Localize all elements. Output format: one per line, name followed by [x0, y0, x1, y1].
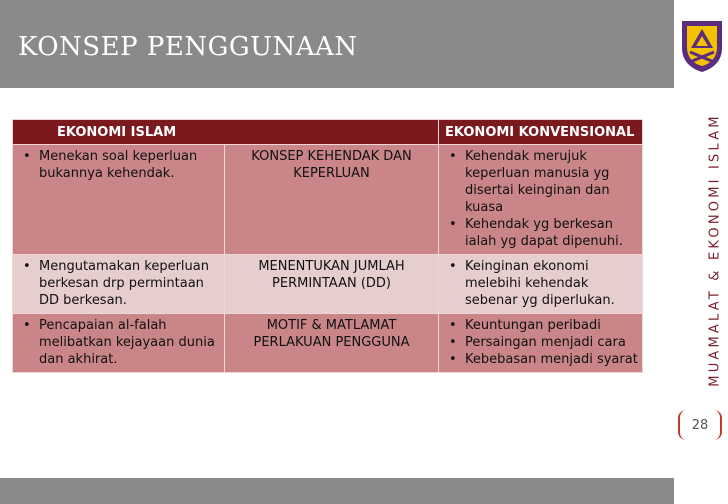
list-item: • Pencapaian al-falah melibatkan kejayaan dunia dan akhirat. — [39, 317, 220, 368]
cell-islam — [13, 255, 225, 314]
cell-konvensional — [439, 145, 643, 255]
list-item: • Persaingan menjadi cara — [465, 334, 638, 351]
cell-konvensional — [439, 255, 643, 314]
university-crest-logo-icon — [679, 18, 725, 74]
list-item: • Keinginan ekonomi melebihi kehendak sebenar yg diperlukan. — [465, 258, 638, 309]
cell-konvensional — [439, 314, 643, 373]
cell-concept: KONSEP KEHENDAK DAN KEPERLUAN — [225, 145, 439, 255]
comparison-table — [12, 119, 643, 373]
cell-islam — [13, 145, 225, 255]
table-header-row — [13, 120, 643, 145]
slide-title: KONSEP PENGGUNAAN — [18, 32, 358, 62]
footer-band — [0, 478, 674, 504]
list-item: • Menekan soal keperluan bukannya kehendak. — [39, 148, 220, 182]
list-item: • Kebebasan menjadi syarat — [465, 351, 638, 368]
list-item: • Kehendak yg berkesan ialah yg dapat dipenuhi. — [465, 216, 638, 250]
side-label: MUAMALAT & EKONOMI ISLAM — [707, 113, 723, 387]
table-row — [13, 255, 643, 314]
header-ekonomi-konvensional: EKONOMI KONVENSIONAL — [439, 120, 643, 145]
cell-islam — [13, 314, 225, 373]
table-row — [13, 314, 643, 373]
list-item: • Kehendak merujuk keperluan manusia yg disertai keinginan dan kuasa — [465, 148, 638, 216]
cell-concept: MOTIF & MATLAMAT PERLAKUAN PENGGUNA — [225, 314, 439, 373]
table-row — [13, 145, 643, 255]
cell-concept: MENENTUKAN JUMLAH PERMINTAAN (DD) — [225, 255, 439, 314]
page-number: 28 — [678, 410, 722, 440]
list-item: • Keuntungan peribadi — [465, 317, 638, 334]
list-item: • Mengutamakan keperluan berkesan drp permintaan DD berkesan. — [39, 258, 220, 309]
header-ekonomi-islam: EKONOMI ISLAM — [13, 120, 439, 145]
